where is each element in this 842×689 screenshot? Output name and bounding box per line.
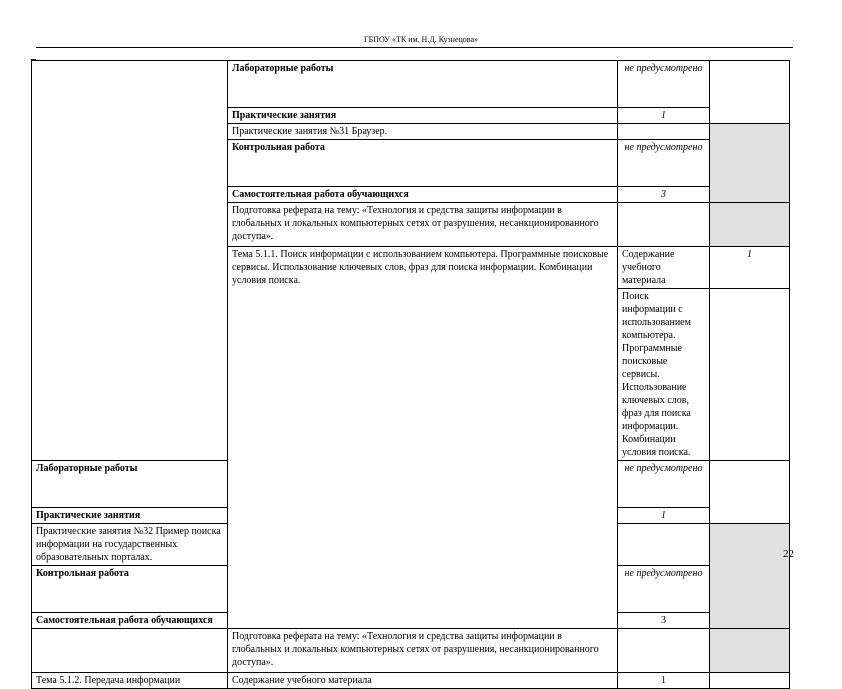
content-hours: 1 xyxy=(618,673,710,689)
practice-hours: 1 xyxy=(618,108,710,124)
page-header: ГБПОУ «ТК им. Н.Д. Кузнецова» xyxy=(363,35,479,44)
control-work-hours: не предусмотрено xyxy=(618,140,710,187)
topic-cell-previous xyxy=(32,61,228,461)
content-hours: 1 xyxy=(710,247,790,289)
topic-5-1-1: Тема 5.1.1. Поиск информации с использованием компьютера. Программные поисковые сервисы. Использование ключевых слов, фраз для поиска информации. Комбинации условия поиска. xyxy=(228,247,618,629)
practice-item: Практические занятия №31 Браузер. xyxy=(228,124,618,140)
header-rule xyxy=(36,47,793,48)
control-work-label: Контрольная работа xyxy=(228,140,618,187)
control-work-label: Контрольная работа xyxy=(32,566,228,613)
content-label: Содержание учебного материала xyxy=(618,247,710,289)
self-work-item: Подготовка реферата на тему: «Технология и средства защиты информации в глобальных и локальных компьютерных сетях от разрушения, несанкционированного доступа». xyxy=(228,629,618,673)
content-item: Поиск информации с использованием компьютера. Программные поисковые сервисы. Использование ключевых слов, фраз для поиска информации. Комбинации условия поиска. xyxy=(618,289,710,461)
level-cell-shaded xyxy=(710,629,790,673)
practice-item: Практические занятия №32 Пример поиска информации на государственных образовательных порталах. xyxy=(32,524,228,566)
lab-works-hours: не предусмотрено xyxy=(618,61,710,108)
self-work-label: Самостоятельная работа обучающихся xyxy=(32,613,228,629)
lab-works-label: Лабораторные работы xyxy=(32,461,228,508)
self-work-item: Подготовка реферата на тему: «Технология и средства защиты информации в глобальных и локальных компьютерных сетях от разрушения, несанкционированного доступа». xyxy=(228,203,618,247)
level-cell xyxy=(710,673,790,689)
practice-label: Практические занятия xyxy=(32,508,228,524)
practice-hours: 1 xyxy=(618,508,710,524)
topic-cell-blank xyxy=(32,629,228,673)
level-cell xyxy=(710,61,790,124)
lab-works-hours: не предусмотрено xyxy=(618,461,710,508)
self-work-label: Самостоятельная работа обучающихся xyxy=(228,187,618,203)
self-work-hours: 3 xyxy=(618,613,710,629)
lab-works-label: Лабораторные работы xyxy=(228,61,618,108)
practice-label: Практические занятия xyxy=(228,108,618,124)
level-cell xyxy=(710,461,790,524)
table-row xyxy=(32,629,790,673)
content-item-hours xyxy=(710,289,790,461)
page-number: 22 xyxy=(783,548,794,560)
self-work-item-hours xyxy=(618,203,710,247)
self-work-item-hours xyxy=(618,629,710,673)
practice-item-hours xyxy=(618,524,710,566)
topic-5-1-2: Тема 5.1.2. Передача информации xyxy=(32,673,228,689)
self-work-hours: 3 xyxy=(618,187,710,203)
level-cell-shaded xyxy=(710,124,790,203)
practice-item-hours xyxy=(618,124,710,140)
level-cell-shaded xyxy=(710,203,790,247)
level-cell-shaded xyxy=(710,524,790,629)
table-row xyxy=(32,61,790,108)
content-label: Содержание учебного материала xyxy=(228,673,618,689)
control-work-hours: не предусмотрено xyxy=(618,566,710,613)
table-row xyxy=(32,673,790,689)
